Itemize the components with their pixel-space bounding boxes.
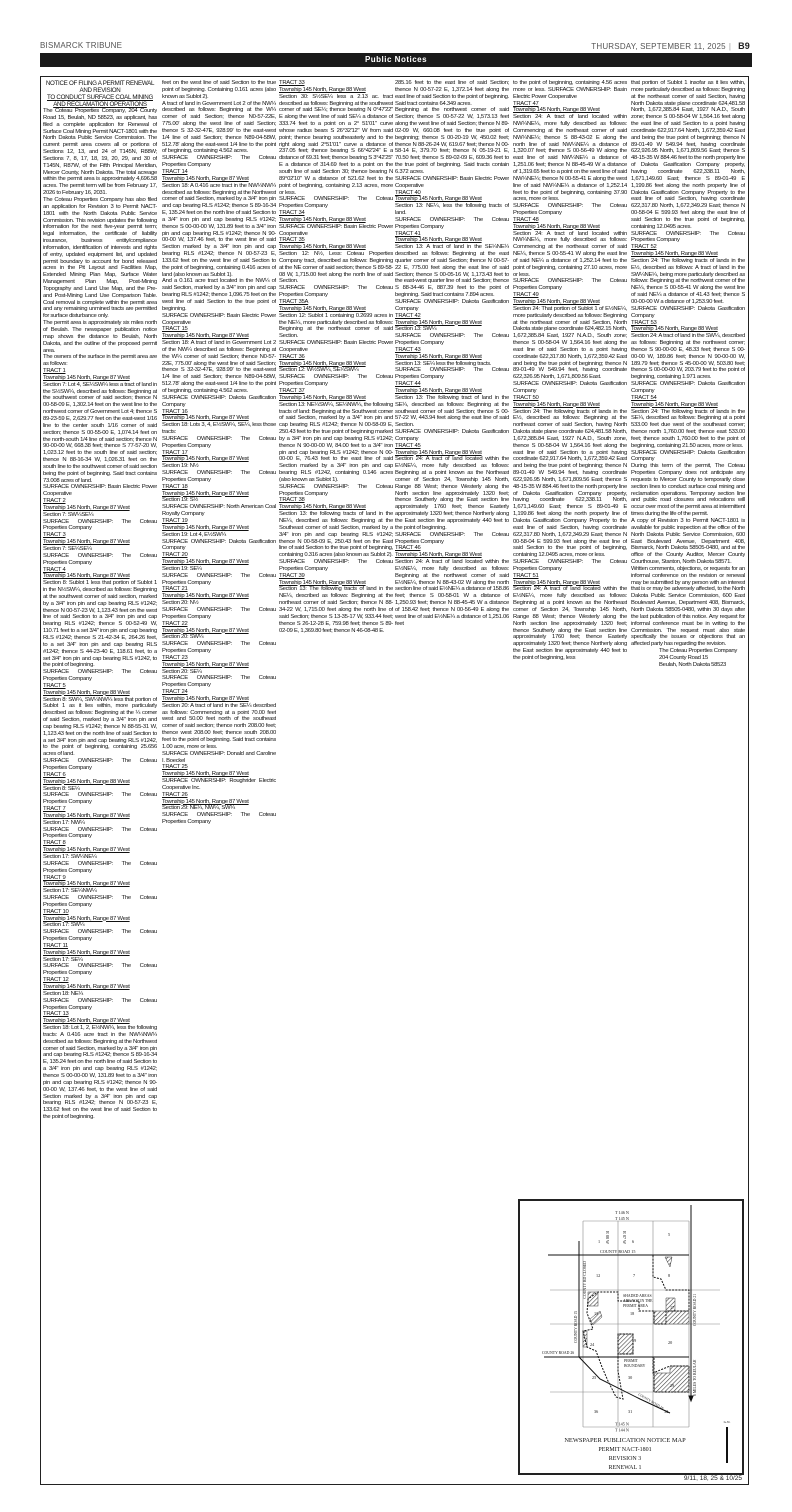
tract-heading: TRACT 42: [395, 312, 421, 319]
tract-heading: TRACT 13: [43, 1011, 69, 1018]
section-number: 32: [664, 1409, 669, 1414]
tract-heading: TRACT 38: [279, 497, 305, 504]
notice-paragraph: SURFACE OWNERSHIP: The Coteau Properties Company: [43, 552, 157, 566]
notice-paragraph: Section 19: N½: [162, 463, 199, 470]
shaded-note: SHADED AREAS: [623, 1294, 652, 1298]
tract-heading: TRACT 23: [162, 654, 188, 661]
township-heading: Township 145 North, Range 87 West: [43, 915, 130, 922]
notice-paragraph: Section 13: NE¼, less the following tracts of land.: [395, 203, 509, 217]
tract-heading: TRACT 4: [43, 566, 66, 573]
tract-heading: TRACT 41: [395, 230, 421, 237]
notice-paragraph: SURFACE OWNERSHIP: Basin Electric Power Cooperative: [395, 175, 509, 189]
signature-line: Beulah, North Dakota 58523: [659, 661, 727, 668]
notice-paragraph: SURFACE OWNERSHIP: Dakota Gasification Company: [631, 449, 745, 463]
notice-paragraph: Section 29: NE¼, NW¼, SW¼: [162, 805, 235, 812]
tract-heading: TRACT 10: [43, 908, 69, 915]
township-heading: Township 145 North, Range 88 West: [279, 579, 366, 586]
road-label: COUNTY ROAD 26: [542, 1351, 575, 1355]
tract-heading: TRACT 15: [162, 326, 188, 333]
township-label: T 145 N: [615, 1421, 629, 1427]
map-permit: PERMIT NACT-1801: [598, 1447, 652, 1453]
section-number: 24: [590, 1342, 595, 1347]
notice-paragraph: Written comments, objections, or requests for an informal conference on the revision or renewal may be submitted by any person with an interest that is or may be adversely affected, to the North Dakota Public Service Commission, 600 East Boulevard Avenue, Department 408, Bismarck, North Dakota 58505-0480, within 30 days after the last publication of this notice. Any request for informal conference must be in writing to the Commission. The request must also state specifically the issues or objections that an affected party has regarding the revision.: [631, 565, 745, 648]
tract-heading: TRACT 11: [43, 942, 69, 949]
notice-paragraph: And a 0.161 acre tract located in the NW¼ of said Section, marked by a 3/4" iron pin and cap bearing RLS #1242; thence 1,096.75 feet on the west line of said Section to the true point of beginning.: [162, 278, 276, 312]
notice-paragraph: SURFACE OWNERSHIP: The Coteau Properties Company: [43, 758, 157, 771]
township-heading: Township 145 North, Range 88 West: [279, 86, 366, 93]
notice-paragraph: SURFACE OWNERSHIP: The Coteau Properties Company: [395, 333, 509, 347]
range-label: R 87 W: [622, 1231, 627, 1244]
tract-heading: TRACT 49: [513, 292, 539, 299]
section-number: 1: [598, 1239, 601, 1244]
tract-heading: TRACT 18: [162, 483, 188, 490]
tract-heading: TRACT 51: [513, 572, 539, 579]
township-heading: Township 145 North, Range 87 West: [43, 539, 130, 546]
tract-heading: TRACT 6: [43, 771, 66, 778]
notice-paragraph: Section 19: Lot 4, E½SW¼: [162, 531, 227, 538]
notice-paragraph: SURFACE OWNERSHIP: The Coteau Properties Company: [162, 641, 276, 655]
notice-paragraph: Section 13: NE¼SW¼, SE¼NW¼, the following tracts of land: Beginning at the Southwest corner of said Section, marked by a 3/4" iron pin and cap bearing RLS #1242; thence N 00-58-09 E, 250.43 feet to the true point of beginning marked by a 3/4" iron pin and cap bearing RLS #1242; thence N 90-00-00 W, 84.00 feet to a 3/4" iron pin and cap bearing RLS #1242; thence N 00-00-00 E, 76.43 feet to the east line of said Section marked by a 3/4" iron pin and cap bearing RLS #1242, containing 0.146 acres (also known as Sublot 1).: [279, 401, 393, 483]
township-heading: Township 145 North, Range 88 West: [513, 223, 600, 230]
road-label: COUNTY ROAD 15: [600, 1249, 636, 1254]
map-caption: [564, 1437, 686, 1471]
notice-paragraph: Section 13: SW¼: [395, 326, 437, 333]
notice-paragraph: Section 13: A tract of land in the SE¼NE¼ described as follows: Beginning at the east quarter corner of said Section; thence N 00-57-22 E, 775.00 feet along the east line of said Section; thence S 00-05-16 W, 1,173.43 feet to the east-west quarter line of said Section; thence S 88-34-46 E, 887.39 feet to the point of beginning. Said tract contains 7.894 acres.: [395, 244, 509, 299]
tract-heading: TRACT 48: [513, 216, 539, 223]
notice-paragraph: Section 7: SE¼SE¼: [43, 546, 92, 552]
tract-heading: TRACT 47: [513, 100, 539, 107]
township-heading: Township 145 North, Range 87 West: [43, 812, 130, 819]
notice-paragraph: Section 17: NW¼: [43, 819, 85, 826]
boundary-label: BOUNDARY: [624, 1364, 646, 1368]
permit-notice-map: [518, 1199, 744, 1475]
tract-heading: TRACT 9: [43, 874, 66, 881]
township-heading: Township 145 North, Range 87 West: [43, 573, 130, 580]
range-label: R 88 W: [605, 1231, 610, 1244]
tract-heading: TRACT 35: [279, 237, 305, 244]
tract-heading: TRACT 20: [162, 552, 188, 559]
notice-paragraph: Section 12: Sublot 1 containing 0.2699 acres in the NE¼, more particularly described as follows: Beginning at the northeast corner of said Section.: [279, 312, 393, 340]
notice-paragraph: SURFACE OWNERSHIP: The Coteau Properties Company: [395, 531, 509, 545]
notice-paragraph: Section 17: SW¼NE¼: [43, 853, 97, 860]
notice-paragraph: SURFACE OWNERSHIP: The Coteau Properties Company: [43, 860, 157, 874]
notice-paragraph: SURFACE OWNERSHIP: The Coteau Properties Company: [162, 470, 276, 483]
section-number: 19: [632, 1338, 637, 1343]
tract-heading: TRACT 53: [631, 319, 657, 326]
notice-column: [395, 80, 509, 1480]
notice-paragraph: Section 20: SW¼: [162, 634, 204, 641]
tract-heading: TRACT 44: [395, 381, 421, 388]
notice-paragraph: that portion of Sublot 1 insofar as it lies within, more particularly described as follows: Beginning at the northeast corner of said Section, having North Dakota state plane coordinate 624,481.58 North, 1,672,385.84 East, 1927 N.A.D., South zone; thence S 00-58-04 W 1,564.16 feet along the east line of said Section to a point having coordinate 622,917.64 North, 1,672,359.42 East and being the true point of beginning; thence N 89-01-49 W 549.94 feet, having coordinate 622,926.95 North, 1,671,809.56 East; thence S 48-15-35 W 884.46 feet to the north property line of Dakota Gasification Company property, having coordinate 622,338.11 North, 1,671,149.60 East; thence S 89-01-49 E 1,199.86 feet along the north property line of Dakota Gasification Company Property to the east line of said Section, having coordinate 622,317.80 North, 1,672,349.29 East; thence N 00-58-04 E 599.93 feet along the east line of said Section to the true point of beginning, containing 12.0495 acres.: [631, 80, 745, 230]
notice-title: NOTICE OF FILING A PERMIT RENEWAL AND REVISION: [45, 80, 155, 94]
notice-paragraph: Section 24: The following tracts of lands in the SE¼, described as follows: Beginning at a point 533.00 feet due west of the southeast corner; thence north 1,760.00 feet; thence east 533.00 feet; thence south 1,760.00 feet to the point of beginning, containing 21.50 acres, more or less.: [631, 408, 745, 449]
issue-date-line: [591, 41, 750, 51]
notice-paragraph: SURFACE OWNERSHIP: Dakota Gasification Company: [395, 299, 509, 312]
notice-paragraph: SURFACE OWNERSHIP: The Coteau Properties Company: [43, 997, 157, 1011]
tract-heading: TRACT 21: [162, 586, 188, 593]
township-heading: Township 145 North, Range 88 West: [279, 305, 366, 312]
notice-paragraph: Section 24: That portion of Sublot 1 of E½NE¼, more particularly described as follows: Beginning at the northeast corner of said Section, North Dakota state plane coordinate 624,482.15 North, 1,672,385.84 East, 1927 N.A.D., South zone; thence S 00-58-04 W 1,564.16 feet along the east line of said Section to a point having coordinate 622,317.80 North, 1,672,359.42 East and being the true point of beginning; thence N 89-01-49 W 549.94 feet, having coordinate 622,326.95 North, 1,671,809.56 East.: [513, 305, 627, 381]
notice-paragraph: Section 18: NE¼: [43, 990, 84, 997]
township-heading: Township 145 North, Range 88 West: [513, 401, 600, 408]
notice-paragraph: Section 24: The following tracts of lands in the E½, described as follows: Beginning at the northeast corner of said Section, having North Dakota state plane coordinate 624,481.58 North, 1,672,385.84 East, 1927 N.A.D., South zone, thence S 00-58-04 W 1,564.16 feet along the east line of said Section to a point having coordinate 622,917.64 North, 1,672,359.42 East and being the true point of beginning; thence N 89-01-49 W 549.94 feet, having coordinate 622,926.95 North, 1,671,809.56 East; thence S 48-15-35 W 884.46 feet to the north property line of Dakota Gasification Company property, having coordinate 622,338.11 North, 1,671,149.60 East; thence S 89-01-49 E 1,199.86 feet along the north property line of Dakota Gasification Company Property to the east line of said Section, having coordinate 622,317.80 North, 1,672,349.29 East; thence N 00-58-04 E 599.93 feet along the east line of said Section to the true point of beginning, containing 12.0495 acres, more or less.: [513, 408, 627, 559]
notice-paragraph: Section 7: Lot 4, SE¼SW¼ less a tract of land in the S½SW¼, described as follows: Beginning at the southwest corner of said section; thence N 00-58-09 E, 1,302.14 feet on the west line to the northwest corner of Government Lot 4; thence S 89-23-59 E, 2,629.77 feet on the east-west 1/16 line to the center south 1/16 corner of said section; thence S 00-55-00 E, 1,074.14 feet on the north-south 1/4 line of said section; thence N 90-00-00 W, 668.38 feet; thence S 77-57-20 W, 1,023.12 feet to the south line of said section; thence N 88-16-34 W, 1,026.31 feet on the south line to the southwest corner of said section being the point of beginning. Said tract contains 73.008 acres of land.: [43, 381, 157, 484]
township-heading: Township 145 North, Range 87 West: [162, 415, 249, 422]
notice-paragraph: SURFACE OWNERSHIP: The Coteau Properties Company: [631, 230, 745, 244]
notice-paragraph: Section 24: The following tracts of lands in the E½, described as follows: A tract of land in the SW¼NE¼, being more particularly described as follows: Beginning at the northwest corner of the NE¼, thence S 00-55-41 W along the west line of said NE¼ a distance of 41.43 feet; thence S 00-00-00 W a distance of 1,253.90 feet.: [631, 257, 745, 305]
township-label: T 146 N: [615, 1210, 629, 1215]
notice-paragraph: SURFACE OWNERSHIP: Dakota Gasification Company: [631, 305, 745, 319]
tract-heading: TRACT 52: [631, 244, 657, 251]
notice-paragraph: 285.16 feet to the east line of said Section; thence N 00-57-22 E, 1,372.14 feet along the east line of said Section to the point of beginning. Said tract contains 64.349 acres.: [395, 80, 509, 107]
tract-heading: TRACT 33: [279, 80, 305, 86]
township-heading: Township 145 North, Range 88 West: [513, 299, 600, 305]
notice-paragraph: SURFACE OWNERSHIP: Donald and Caroline I. Boeckel: [162, 750, 276, 764]
notice-paragraph: SURFACE OWNERSHIP: Dakota Gasification Company: [162, 538, 276, 552]
notice-paragraph: The Coteau Properties Company has also filed an application for Revision 3 to Permit NACT-1801 with the North Dakota Public Service Commission. This revision updates the following information for the next five-year permit term; legal information, the certificate of liability insurance, business entity/compliance information, identification of interests and rights of entry, updated equipment list, and updated permit boundary to account for bond released acres in the Pit Layout and Facilities Map, Extended Mining Plan Map, Surface Water Management Plan Map, Post-Mining Topography and Land Use Map, and the Pre- and Post-Mining Land Use Comparison Table. Coal removal is complete within the permit area and any remaining unmined tracts are permitted for surface disturbance only.: [43, 196, 157, 320]
notice-paragraph: Section 20: SE¼: [162, 668, 202, 675]
notice-paragraph: SURFACE OWNERSHIP: The Coteau Properties Company: [162, 675, 276, 689]
township-heading: Township 145 North, Range 87 West: [43, 847, 130, 854]
township-heading: Township 145 North, Range 87 West: [162, 771, 249, 778]
township-heading: Township 145 North, Range 88 West: [395, 449, 482, 456]
notice-paragraph: SURFACE OWNERSHIP: The Coteau Properties Company: [162, 435, 276, 449]
notice-paragraph: The Coteau Properties Company, 204 County Road 15, Beulah, ND 58523, as applicant, has filed a complete application for Renewal of Surface Coal Mining Permit NACT-1801 with the North Dakota Public Service Commission. The current permit area covers all or portions of Sections 12, 13, and 24 of T145N, R88W; Sections 7, 8, 17, 18, 19, 20, 29, and 30 of T145N, R87W, of the Fifth Principal Meridian, Mercer County, North Dakota. The total acreage within the permit area is approximately 4,696.58 acres. The permit term will be from February 17, 2026 to February 16, 2031.: [43, 108, 157, 197]
signature-line: 204 County Road 15: [659, 654, 708, 661]
notice-paragraph: SURFACE OWNERSHIP: The Coteau Properties Company: [513, 559, 627, 572]
township-heading: Township 145 North, Range 88 West: [43, 778, 130, 785]
section-number: 6: [632, 1239, 635, 1244]
tract-heading: TRACT 8: [43, 840, 66, 847]
township-heading: Township 145 North, Range 87 West: [162, 559, 249, 566]
tract-heading: TRACT 17: [162, 449, 188, 456]
notice-column: [162, 80, 276, 1480]
notice-paragraph: SURFACE OWNERSHIP: The Coteau Properties Company: [43, 929, 157, 943]
signature-line: The Coteau Properties Company: [659, 648, 737, 655]
tract-heading: TRACT 43: [395, 346, 421, 353]
public-notice: [40, 76, 749, 1485]
notice-paragraph: Section 17: SE¼: [43, 956, 83, 963]
section-number: 20: [668, 1340, 673, 1345]
tract-heading: TRACT 54: [631, 394, 657, 401]
notice-paragraph: Section 17: SE¼NW¼: [43, 888, 97, 895]
notice-paragraph: Section 13: the following tracts of land in the NE¼, described as follows: Beginning at the Southeast corner of said Section, marked by a 3/4" iron pin and cap bearing RLS #1242; thence N 00-58-09 E, 250.43 feet on the East line of said Section to the true point of beginning, containing 0.316 acres (also known as Sublot 2).: [279, 511, 393, 559]
tract-heading: TRACT 35A: [279, 299, 309, 305]
notice-paragraph: SURFACE OWNERSHIP: The Coteau Properties Company: [513, 203, 627, 217]
township-heading: Township 145 North, Range 87 West: [162, 593, 249, 600]
tract-heading: TRACT 7: [43, 806, 66, 813]
tract-heading: TRACT 34: [279, 210, 305, 217]
map-revision: REVISION 3: [608, 1456, 642, 1462]
township-heading: Township 145 North, Range 88 West: [395, 552, 482, 559]
notice-paragraph: Section 13: The following tract of land in the SE¼, described as follows: Beginning at the southeast corner of said Section; thence S 00-57-22 W, 443.94 feet along the east line of said Section.: [395, 394, 509, 429]
notice-column: [279, 80, 393, 1480]
notice-paragraph: Section 12: N½, Less: Coteau Properties Company tract, described as follows: Beginning at the NE corner of said section; thence S 89-58-08 W, 1,715.00 feet along the north line of said Section.: [279, 251, 393, 285]
township-heading: Township 145 North, Range 87 West: [162, 627, 249, 634]
map-drawing: [520, 1201, 742, 1473]
notice-paragraph: Section 7: SW¼SE¼: [43, 511, 94, 518]
tract-heading: TRACT 14: [162, 168, 188, 175]
township-heading: Township 145 North, Range 87 West: [43, 1018, 130, 1025]
township-heading: Township 145 North, Range 88 West: [279, 504, 366, 511]
tract-heading: TRACT 40: [395, 189, 421, 196]
tract-heading: TRACT 16: [162, 408, 188, 415]
notice-paragraph: SURFACE OWNERSHIP: Basin Electric Power Cooperative: [162, 312, 276, 326]
notice-paragraph: SURFACE OWNERSHIP: Dakota Gasification Company: [395, 429, 509, 442]
township-heading: Township 145 North, Range 87 West: [43, 374, 130, 381]
township-heading: Township 145 North, Range 88 West: [513, 579, 600, 586]
map-title: NEWSPAPER PUBLICATION NOTICE MAP: [564, 1437, 686, 1444]
township-heading: Township 145 North, Range 87 West: [162, 333, 249, 340]
notice-paragraph: Section 8: SW¼, SW¼NW¼ less that portion of Sublot 1 as it lies within, more particularly described as follows: Beginning at the ¼ corner of said Section, marked by a 3/4" iron pin and cap bearing RLS #1242; thence N 88-55-31 W, 1,123.43 feet on the north line of said Section to a set 3/4" iron pin and cap bearing RLS #1242, to the point of beginning, containing 25.656 acres of land.: [43, 696, 157, 758]
notice-paragraph: Section 24: A tract of land located within the E½NE¼, more fully described as follows: Beginning at a point known as the Northeast corner of Section 24, Township 145 North, Range 88 West; thence Westerly along the North section line approximately 1320 feet; thence Southerly along the East section line approximately 1760 feet; thence Easterly approximately 1320 feet; thence Northerly along the East section line approximately 440 feet to the point of beginning, less: [513, 586, 627, 661]
tract-heading: TRACT 46: [395, 545, 421, 552]
section-number: 13: [594, 1311, 599, 1316]
notice-paragraph: Section 20: A tract of land in the SE¼ described as follows: Commencing at a point 70.00 feet west and 50.00 feet north of the southeast corner of said section; thence north 208.00 feet; thence west 208.00 feet; thence south 208.00 feet to the point of beginning. Said tract contains 1.00 acre, more or less.: [162, 702, 276, 750]
section-number: 30: [628, 1375, 633, 1380]
notice-paragraph: SURFACE OWNERSHIP: The Coteau Properties Company: [43, 792, 157, 806]
notice-paragraph: SURFACE OWNERSHIP: The Coteau Properties Company: [162, 606, 276, 620]
page-number: B9: [738, 41, 750, 51]
distance-label: 6 MILES TO BEULAH: [693, 1359, 697, 1396]
township-heading: Township 145 North, Range 88 West: [631, 401, 718, 408]
township-heading: Township 145 North, Range 87 West: [162, 798, 249, 805]
separator: |: [728, 42, 732, 51]
notice-paragraph: SURFACE OWNERSHIP: Basin Electric Power Cooperative: [43, 484, 157, 498]
township-heading: Township 145 North, Range 88 West: [43, 689, 130, 696]
township-heading: Township 145 North, Range 87 West: [162, 175, 249, 182]
tract-heading: TRACT 39: [279, 572, 305, 579]
notice-paragraph: SURFACE OWNERSHIP: The Coteau Properties Company: [43, 518, 157, 532]
section-number: 25: [592, 1375, 597, 1380]
notice-paragraph: Section 18: Lots 3, 4, E½SW¼, SE¼, less those tracts:: [162, 422, 276, 436]
township-heading: Township 145 North, Range 87 West: [43, 504, 130, 511]
notice-paragraph: Section 18: A tract of land in Government Lot 2 of the NW¼ described as follows: Beginning at the W¼ corner of said Section; thence N0-57-22E, 775.00' along the west line of said Section; thence S 32-32-47E, 928.99' to the east-west 1/4 line of said Section; thence N89-04-58W, 512.78' along the east-west 1/4 line to the point of beginning, containing 4.562 acres.: [162, 340, 276, 394]
notice-paragraph: Section 19: S½: [162, 497, 199, 504]
notice-paragraph: SURFACE OWNERSHIP: The Coteau Properties Company: [43, 826, 157, 840]
publication-dates: 9/11, 18, 25 & 10/25: [683, 1475, 742, 1482]
township-heading: Township 145 North, Range 87 West: [43, 949, 130, 956]
tract-heading: TRACT 19: [162, 518, 188, 524]
township-heading: Township 145 North, Range 88 West: [279, 244, 366, 251]
tract-heading: TRACT 24: [162, 689, 188, 696]
map-labels: [542, 1210, 731, 1433]
township-heading: Township 145 North, Range 88 West: [513, 107, 600, 114]
notice-paragraph: SURFACE OWNERSHIP: The Coteau Properties Company: [279, 196, 393, 210]
township-heading: Township 145 North, Range 88 West: [279, 216, 366, 223]
notice-paragraph: SURFACE OWNERSHIP: The Coteau Properties Company: [43, 669, 157, 683]
tract-heading: TRACT 36: [279, 353, 305, 360]
notice-paragraph: SURFACE OWNERSHIP: Roughrider Electric Cooperative Inc.: [162, 778, 276, 791]
notice-paragraph: The owners of the surface in the permit area are as follows:: [43, 354, 157, 368]
township-heading: Township 145 North, Range 87 West: [162, 490, 249, 497]
newspaper-name: BISMARCK TRIBUNE: [40, 41, 123, 50]
notice-paragraph: Section 8: Sublot 1 less that portion of Sublot 1 in the N½SW¼, described as follows: Beginning at the southwest corner of said section, marked by a 3/4" iron pin and cap bearing RLS #1242; thence N 00-57-23 W, 1,123.43 feet on the west line of said Section to a 3/4" iron pin and cap bearing RLS #1242; thence S 00-52-49 W, 110.71 feet to a set 3/4" iron pin and cap bearing RLS #1242; thence S 21-42-34 E, 264.26 feet, to a set 3/4" iron pin and cap bearing RLS #1242; thence S 44-23-40 E, 118.61 feet, to a set 3/4" iron pin and cap bearing RLS #1242, to the point of beginning.: [43, 580, 157, 669]
shaded-note: ARE NOT IN THE: [623, 1299, 653, 1303]
notice-paragraph: Section 20: N½: [162, 600, 199, 607]
notice-paragraph: Section 30: S½SE¼ less a 2.13 ac. tract described as follows: Beginning at the southwest corner of said SE¼; thence bearing N 0°47'22" E along the west line of said SE¼ a distance of 333.74 feet to a point on a 2° 51'01" curve whose radius bears S 26°32'12" W from said point; thence bearing southeasterly and to the right along said 2°51'01" curve a distance of 237.05 feet; thence bearing S 66°42'24" E a distance of 69.31 feet; thence bearing S 3°42'25" E a distance of 314.69 feet to a point on the south line of said Section 30; thence bearing N 89°02'10" W a distance of 521.62 feet to the point of beginning, containing 2.13 acres, more or less.: [279, 93, 393, 196]
tract-heading: TRACT 1: [43, 368, 66, 375]
notice-paragraph: Section 17: SW¼: [43, 922, 85, 929]
notice-paragraph: Section 18: Lot 1, 2, E½NW¼, less the following tracts: A 0.416 acre tract in the NW¼NW¼ described as follows: Beginning at the Northwest corner of said Section, marked by a 3/4" iron pin and cap bearing RLS #1242; thence S 89-16-34 E, 135.24 feet on the north line of said Section to a 3/4" iron pin and cap bearing RLS #1242; thence S 00-00-00 W, 131.89 feet to a 3/4" iron pin and cap bearing RLS #1242; thence N 90-00-00 W, 137.46 feet, to the west line of said Section marked by a 3/4" iron pin and cap bearing RLS #1242; thence N 00-57-23 E, 133.62 feet on the west line of said Section to the point of beginning.: [43, 1025, 157, 1121]
notice-paragraph: Section 13: The following tracts of land in the NE¼, described as follows: Beginning at the northeast corner of said Section; thence N 88-34-22 W, 1,715.00 feet along the north line of said Section; thence S 13-35-17 W, 933.44 feet; thence S 26-12-28 E, 759.98 feet; thence S 89-02-09 E, 1,369.80 feet; thence N 46-08-48 E.: [279, 586, 393, 634]
township-heading: Township 145 North, Range 87 West: [162, 661, 249, 668]
notice-paragraph: Section 12: W½SW¼, SE¼SW¼: [279, 367, 359, 374]
north-label: G.N.: [723, 1420, 731, 1424]
township-heading: Township 145 North, Range 87 West: [43, 984, 130, 990]
notice-paragraph: SURFACE OWNERSHIP: The Coteau Properties Company: [279, 374, 393, 388]
township-heading: Township 145 North, Range 87 West: [162, 456, 249, 463]
notice-paragraph: Section 13: SE¼ less the following tracts.: [395, 360, 492, 367]
boundary-label: PERMIT: [624, 1359, 638, 1363]
tract-heading: TRACT 26: [162, 791, 188, 798]
notice-paragraph: SURFACE OWNERSHIP: The Coteau Properties Company: [279, 285, 393, 299]
township-heading: Township 145 North, Range 87 West: [162, 524, 249, 531]
township-heading: Township 145 North, Range 88 West: [395, 319, 482, 326]
notice-paragraph: Section 8: SE¼: [43, 785, 80, 792]
section-number: 36: [594, 1409, 599, 1414]
notice-column: [631, 80, 745, 1195]
notice-paragraph: feet on the west line of said Section to the true point of beginning. Containing 0.161 acres (also known as Sublot 2).: [162, 80, 276, 100]
road-label: COUNTY ROAD 26: [637, 1392, 665, 1411]
notice-paragraph: Section 24: A tract of land located within NW¼NE¼, more fully described as follows: Commencing at the northeast corner of said NW¼NE¼; thence S 88-43-02 E along the north line of said NW¼NE¼ a distance of 1,320.07 feet; thence S 00-56-49 W along the east line of said NW¼NE¼ a distance of 1,251.06 feet; thence N 88-45-49 W a distance of 1,319.65 feet to a point on the west line of said NW¼NE¼; thence N 00-55-41 E along the west line of said NW¼NE¼ a distance of 1,252.14 feet to the point of beginning, containing 37.90 acres, more or less.: [513, 114, 627, 203]
north-arrow-icon: [726, 1427, 728, 1463]
tract-heading: TRACT 2: [43, 498, 66, 505]
notice-paragraph: SURFACE OWNERSHIP: The Coteau Properties Company: [162, 812, 276, 826]
notice-paragraph: During this term of the permit, The Coteau Properties Company does not anticipate any requests to Mercer County to temporarily close section lines to conduct surface coal mining and reclamation operations. Temporary section line and public road closures and relocations will occur over most of the permit area at intermittent times during the life of the permit.: [631, 463, 745, 518]
tract-heading: TRACT 5: [43, 682, 66, 689]
shaded-note: PERMIT AREA: [623, 1304, 648, 1308]
notice-paragraph: Section 19: SE¼: [162, 565, 202, 572]
notice-paragraph: SURFACE OWNERSHIP: The Coteau Properties Company: [395, 367, 509, 381]
notice-paragraph: SURFACE OWNERSHIP: The Coteau Properties Company: [279, 483, 393, 497]
notice-column: [43, 80, 157, 1480]
notice-paragraph: A tract of land in Government Lot 2 of the NW¼ described as follows: Beginning at the W¼ corner of said Section; thence N0-57-22E, 775.00' along the west line of said Section; thence S 32-32-47E, 928.99' to the east-west 1/4 line of said Section; thence N89-04-58W, 512.78' along the east-west 1/4 line to the point of beginning, containing 4.562 acres.: [162, 100, 276, 155]
section-number: 5: [668, 1232, 671, 1237]
notice-paragraph: SURFACE OWNERSHIP: The Coteau Properties Company: [43, 963, 157, 977]
map-renewal: RENEWAL 1: [608, 1465, 642, 1471]
township-heading: Township 145 North, Range 88 West: [395, 196, 482, 203]
section-number: 31: [628, 1409, 633, 1414]
notice-column: [513, 80, 627, 1195]
section-number: 7: [633, 1273, 636, 1278]
section-number: 29: [670, 1383, 675, 1388]
notice-subtitle: TO CONDUCT SURFACE COAL MINING AND RECLAMATION OPERATIONS: [47, 94, 153, 108]
notice-paragraph: SURFACE OWNERSHIP: The Coteau Properties Company: [43, 895, 157, 908]
notice-paragraph: SURFACE OWNERSHIP: Basin Electric Power Cooperative: [279, 223, 393, 237]
section-number: 12: [596, 1273, 601, 1278]
township-heading: Township 145 North, Range 88 West: [395, 237, 482, 244]
township-heading: Township 145 North, Range 87 West: [162, 695, 249, 702]
township-heading: Township 145 North, Range 88 West: [631, 326, 718, 333]
road-label: COUNTY RD CLOSED: [583, 1261, 587, 1299]
tract-heading: TRACT 37: [279, 387, 305, 394]
notice-paragraph: SURFACE OWNERSHIP: The Coteau Properties Company: [513, 278, 627, 292]
notice-paragraph: SURFACE OWNERSHIP: Basin Electric Power Cooperative: [279, 340, 393, 353]
notice-paragraph: Section 24: A tract of land located within the E½NE¼, more fully described as follows: Beginning at a point known as the Northeast corner of Section 24, Township 145 North, Range 88 West; thence Westerly along the North section line approximately 1320 feet; thence Southerly along the East section line approximately 1760 feet; thence Easterly approximately 1320 feet; thence Northerly along the East section line approximately 440 feet to the point of beginning.: [395, 456, 509, 531]
section-number: 8: [668, 1273, 671, 1278]
notice-paragraph: Section 24: A tract of land located within the E½NE¼, more fully described as follows: Beginning at the northwest corner of said E½NE¼, thence N 88-43-02 W along the north section line of said E½NE¼ a distance of 158.86 feet; thence S 00-58-01 W a distance of 1,250.93 feet; thence N 88-45-45 W a distance of 158.42 feet; thence N 00-56-49 E along the west line of said E½NE¼ a distance of 1,251.06 feet: [395, 559, 509, 627]
notice-paragraph: The permit area is approximately six miles north of Beulah. The newspaper publication notice map shows the distance to Beulah, North Dakota, and the outline of the proposed permit area.: [43, 320, 157, 354]
notice-paragraph: SURFACE OWNERSHIP: The Coteau Properties Company: [162, 572, 276, 586]
notice-paragraph: SURFACE OWNERSHIP: The Coteau Properties Company: [162, 155, 276, 169]
notice-paragraph: Section 24: A tract of land located within NW¼NE¼, more fully described as follows: Commencing at the northeast corner of said NE¼, thence S 00-55-41 W along the east line of said NE¼ a distance of 1,252.14 feet to the point of beginning, containing 27.10 acres, more or less.: [513, 230, 627, 278]
notice-paragraph: SURFACE OWNERSHIP: Dakota Gasification Company: [162, 394, 276, 408]
notice-paragraph: SURFACE OWNERSHIP: Dakota Gasification Company: [513, 381, 627, 394]
tract-heading: TRACT 22: [162, 620, 188, 627]
notice-paragraph: SURFACE OWNERSHIP: The Coteau Properties Company: [279, 559, 393, 572]
township-label: T 144 N: [615, 1427, 629, 1433]
township-heading: Township 145 North, Range 87 West: [43, 881, 130, 888]
tract-heading: TRACT 50: [513, 394, 539, 401]
township-label: T 145 N: [615, 1216, 629, 1221]
township-heading: Township 145 North, Range 88 West: [395, 387, 482, 394]
issue-date: THURSDAY, SEPTEMBER 11, 2025: [591, 42, 726, 51]
township-heading: Township 145 North, Range 88 West: [279, 360, 366, 367]
road-label: COUNTY ROAD 21: [693, 1293, 697, 1326]
section-banner: Public Notices: [40, 53, 752, 67]
notice-paragraph: SURFACE OWNERSHIP: North American Coal Royalty Company: [162, 504, 276, 518]
section-number: 17: [670, 1305, 675, 1310]
notice-paragraph: SURFACE OWNERSHIP: Dakota Gasification Company: [631, 381, 745, 394]
notice-paragraph: A copy of Revision 3 to Permit NACT-1801 is available for public inspection at the office of the North Dakota Public Service Commission, 600 East Boulevard Avenue, Department 408, Bismarck, North Dakota 58505-0480, and at the office of the County Auditor, Mercer County Courthouse, Stanton, North Dakota 58571.: [631, 518, 745, 566]
township-heading: Township 145 North, Range 88 West: [279, 394, 366, 401]
road-label: COUNTY ROAD 15: [574, 1310, 578, 1343]
notice-paragraph: Section 24: A tract of land in the SW¼, described as follows: Beginning at the northwest corner; thence S 90-00-00 E, 48.33 feet; thence S 00-00-00 W, 189.86 feet; thence N 90-00-00 W, 189.79 feet; thence S 45-00-00 W, 503.80 feet; thence S 00-00-00 W, 203.79 feet to the point of beginning, containing 1.971 acres.: [631, 333, 745, 381]
tract-heading: TRACT 3: [43, 532, 66, 539]
tract-heading: TRACT 12: [43, 977, 69, 984]
notice-paragraph: SURFACE OWNERSHIP: The Coteau Properties Company: [395, 216, 509, 230]
township-heading: Township 145 North, Range 88 West: [395, 353, 482, 360]
notice-paragraph: Section 18: A 0.416 acre tract in the NW¼NW¼ described as follows: Beginning at the Northwest corner of said Section, marked by a 3/4" iron pin and cap bearing RLS #1242; thence S 89-16-34 E, 135.24 feet on the north line of said Section to a 3/4" iron pin and cap bearing RLS #1242; thence S 00-00-00 W, 131.89 feet to a 3/4" iron pin and cap bearing RLS #1242; thence N 90-00-00 W, 137.46 feet, to the west line of said Section marked by a 3/4" iron pin and cap bearing RLS #1242; thence N 00-57-23 E, 133.62 feet on the west line of said Section to the point of beginning, containing 0.416 acres of land (also known as Sublot 1).: [162, 182, 276, 278]
notice-paragraph: Beginning at the northwest corner of said Section; thence S 00-57-22 W, 1,573.13 feet along the west line of said Section; thence N 89-02-09 W, 660.08 feet to the true point of beginning; thence S 00-20-19 W, 450.02 feet; thence N 88-26-24 W, 619.67 feet; thence N 00-58-14 E, 379.70 feet; thence N 05-19-21 E, 70.50 feet; thence S 89-02-09 E, 609.36 feet to the true point of beginning. Said tracts contain 6.372 acres.: [395, 107, 509, 175]
section-number: 18: [630, 1311, 635, 1316]
tract-heading: TRACT 25: [162, 764, 188, 771]
notice-paragraph: to the point of beginning, containing 4.56 acres more or less. SURFACE OWNERSHIP: Basin Electric Power Cooperative: [513, 80, 627, 100]
tract-heading: TRACT 45: [395, 442, 421, 449]
township-heading: Township 145 North, Range 88 West: [631, 251, 718, 258]
